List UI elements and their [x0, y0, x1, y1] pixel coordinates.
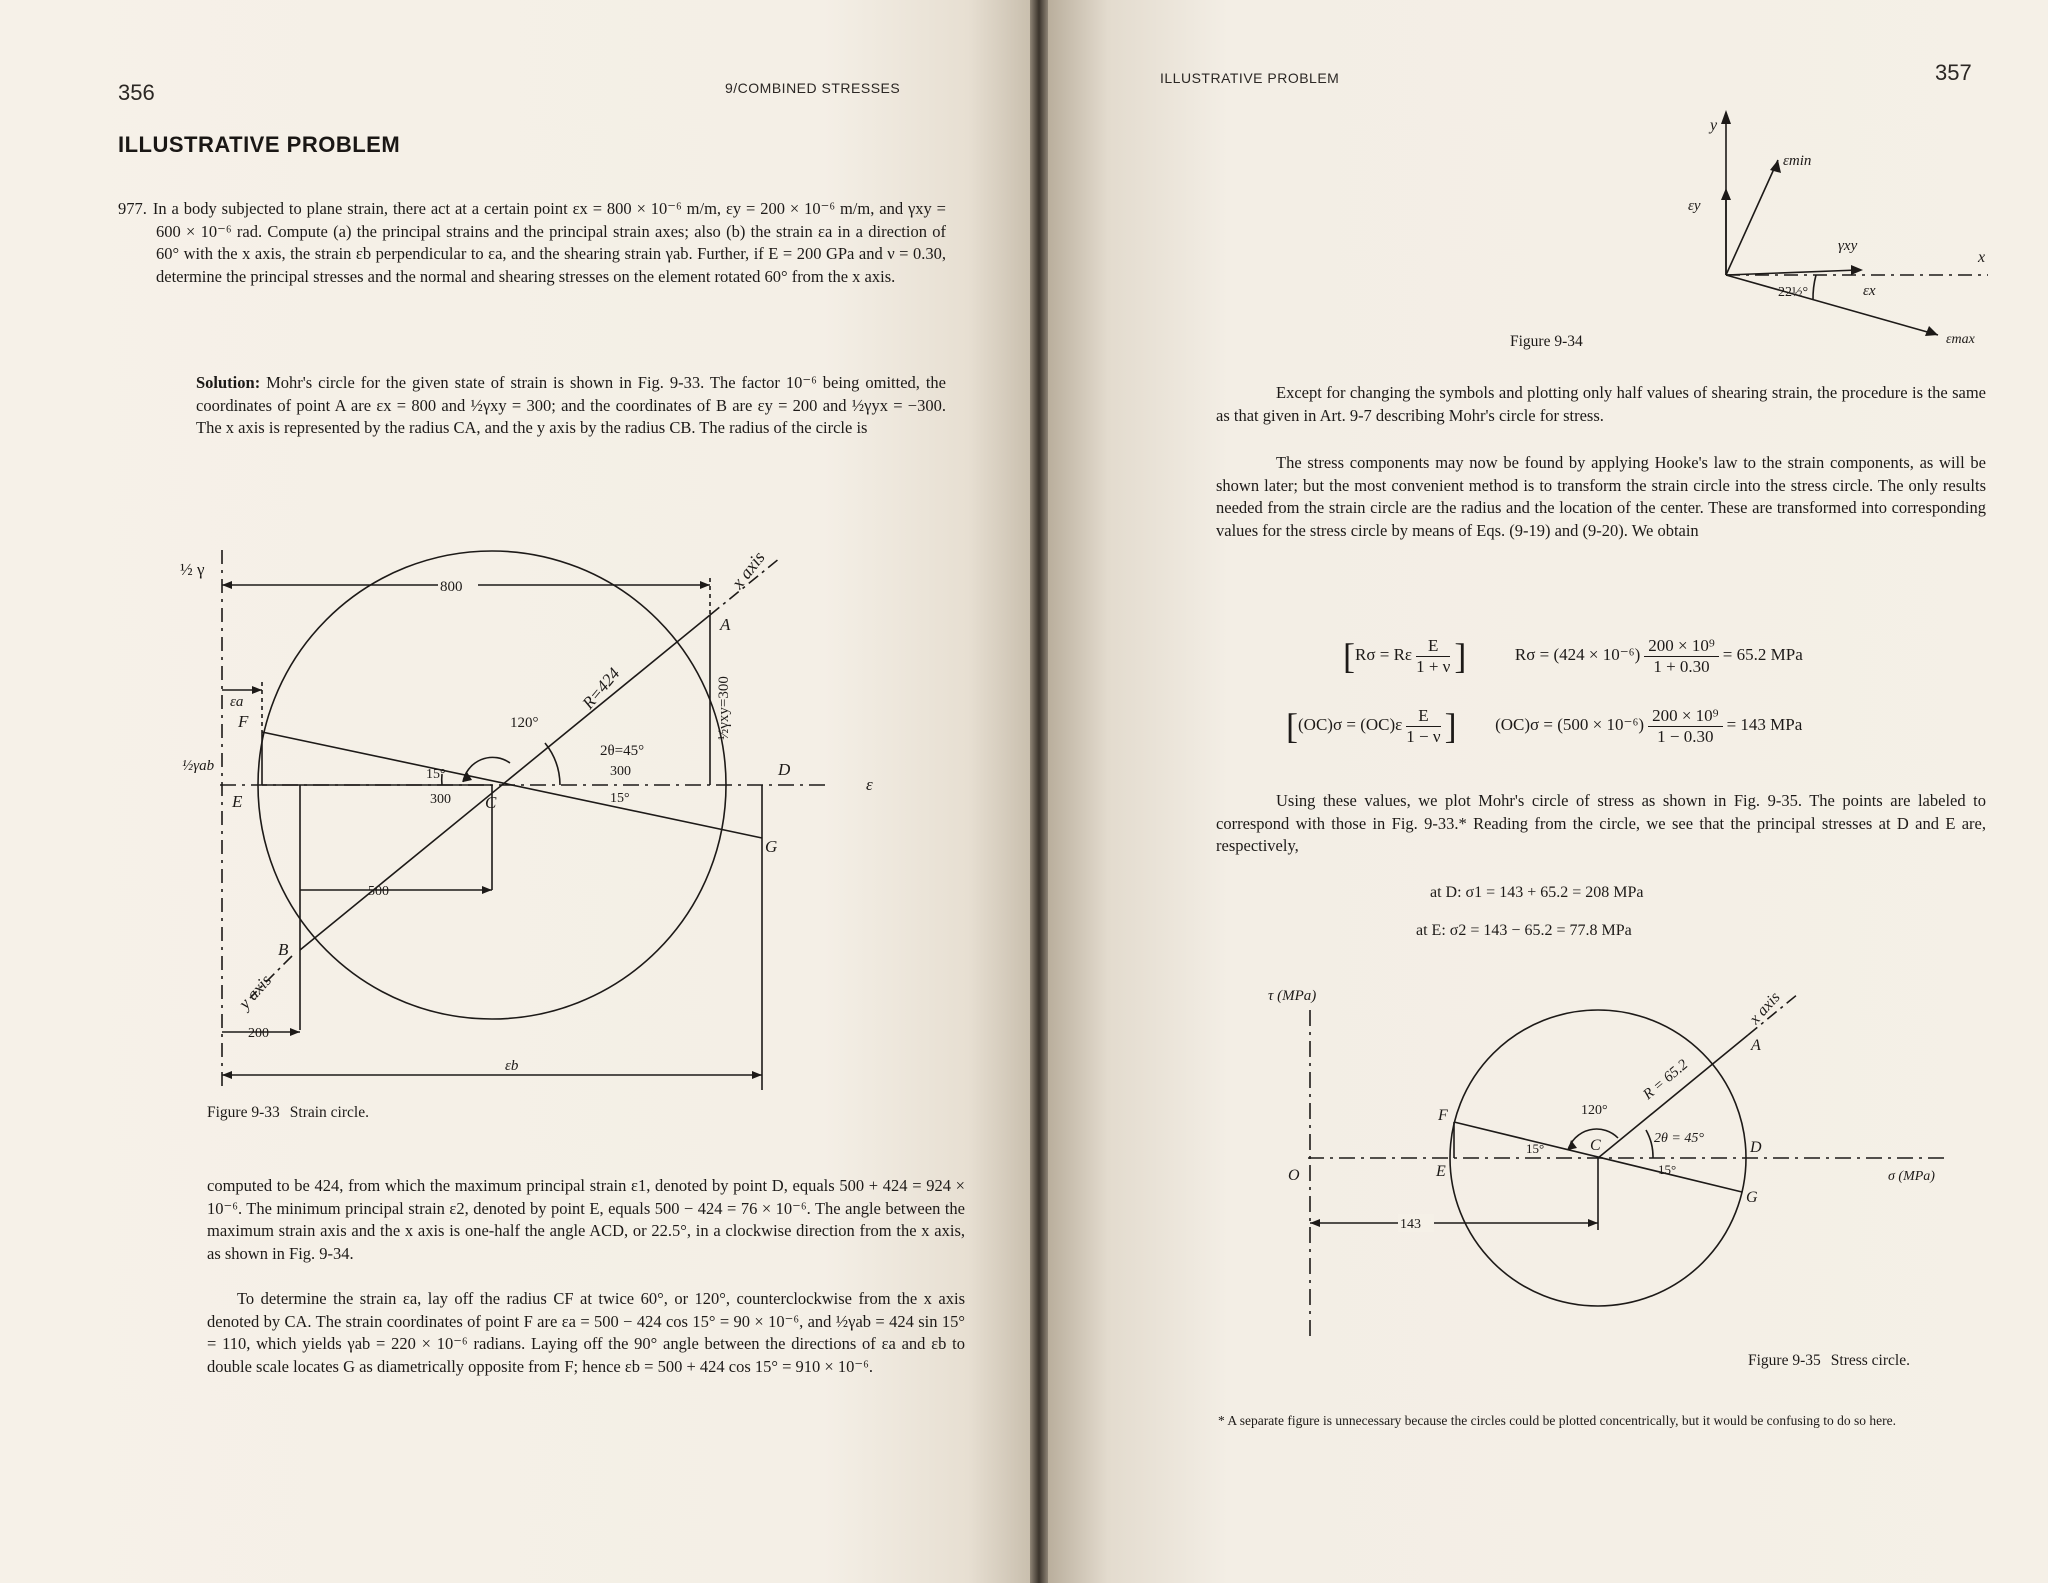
stress-circle-figure [1268, 980, 2028, 1360]
figure-33-caption [207, 1104, 369, 1122]
eps-a-label: εa [230, 694, 244, 710]
continuation-paragraph-2: To determine the strain εa, lay off the radius CF at twice 60°, or 120°, counterclockwise from the x axis denoted by CA. The strain coordinates of point F are εa = 500 − 424 cos 15° = 90 × 10⁻⁶, and ½γab = 424 sin 15° = 110, which yields γab = 220 × 10⁻⁶ radians. Laying off the 90° angle between the directions of εa and εb to double scale locates G as diametrically opposite from F; hence εb = 500 + 424 cos 15° = 910 × 10⁻⁶. [207, 1289, 965, 1376]
fig35-angle-15-right-label: 15° [1658, 1162, 1677, 1177]
page-number-right: 357 [1935, 60, 1972, 85]
fig35-angle-15-left-label: 15° [1526, 1141, 1545, 1156]
dim-500-label: 500 [368, 884, 389, 899]
right-paragraph-1: Except for changing the symbols and plotting only half values of shearing strain, the procedure is the same as that given in Art. 9-7 describing Mohr's circle for stress. [1216, 383, 1986, 425]
fig35-point-a-label: A [1751, 1037, 1761, 1054]
fig34-eps-min-label: εmin [1783, 153, 1812, 169]
dim-200-label: 200 [248, 1026, 269, 1041]
half-gamma-300-label: ½γxy=300 [716, 676, 732, 740]
section-title: ILLUSTRATIVE PROBLEM [118, 132, 401, 157]
fig35-angle-2theta-label: 2θ = 45° [1654, 1131, 1704, 1146]
tau-axis-label: τ (MPa) [1268, 988, 1317, 1004]
point-a-label: A [720, 615, 731, 634]
eq2-lhs-den: 1 − ν [1406, 726, 1441, 746]
eq2-rhs-den: 1 − 0.30 [1657, 726, 1714, 746]
half-gamma-label: ½ γ [180, 560, 205, 579]
figure-33-title: Strain circle. [289, 1104, 369, 1121]
solution-text: Mohr's circle for the given state of strain is shown in Fig. 9-33. The factor 10⁻⁶ being omitted, the coordinates of point A are εx = 800 and ½γxy = 300; and the coordinates of B are εy = 200 and ½γyx = −300. The x axis is represented by the radius CA, and the y axis by the radius CB. The radius of the circle is [196, 373, 947, 438]
eq1-rhs-a: Rσ = (424 × 10⁻⁶) [1514, 644, 1641, 664]
result-e: at E: σ2 = 143 − 65.2 = 77.8 MPa [1416, 922, 1632, 939]
problem-number: 977. [118, 199, 147, 218]
equation-center: [(OC)σ = (OC)ε $\frac{E}{1 - \nu}$ ] (OC)σ = (500 × 10⁻⁶) $\frac{\text{200 × 10⁹}}{1 - 0.30}$ = 143 MPa [1286, 705, 1803, 746]
right-page [1048, 0, 2048, 1583]
figure-35-caption [1748, 1352, 1910, 1370]
page-number: 356 [118, 80, 155, 105]
origin-label: O [1288, 1167, 1300, 1184]
point-d-label: D [778, 760, 791, 779]
eq1-lhs-num: E [1416, 636, 1450, 657]
angle-2theta-label: 2θ=45° [600, 743, 645, 759]
solution-label: Solution: [196, 373, 261, 392]
figure-33-number: Figure 9-33 [207, 1104, 280, 1121]
fig35-radius-label: R = 65.2 [1640, 1056, 1692, 1104]
angle-15-left-label: 15° [426, 767, 446, 782]
dim-300-left-label: 300 [430, 792, 451, 807]
fig34-angle-label: 22½° [1778, 285, 1809, 300]
fig35-point-e-label: E [1436, 1163, 1446, 1180]
book-gutter [1030, 0, 1048, 1583]
angle-15-right-label: 15° [610, 791, 630, 806]
angle-120-label: 120° [510, 715, 539, 731]
eq2-rhs-num: 200 × 10⁹ [1648, 706, 1723, 727]
dim-300-right-label: 300 [610, 764, 631, 779]
fig35-point-g-label: G [1746, 1189, 1758, 1206]
problem-statement [118, 198, 946, 288]
running-head: 9/COMBINED STRESSES [725, 80, 901, 96]
continuation-paragraph-1: computed to be 424, from which the maximum principal strain ε1, denoted by point D, equals 500 + 424 = 924 × 10⁻⁶. The minimum principal strain ε2, denoted by point E, equals 500 − 424 = 76 × 10⁻⁶. The angle between the maximum strain axis and the x axis is one-half the angle ACD, or 22.5°, in a clockwise direction from the x axis, as shown in Fig. 9-34. [207, 1176, 965, 1263]
strain-circle-figure [180, 530, 873, 1100]
footnote: * A separate figure is unnecessary because the circles could be plotted concentrically, but it would be confusing to do so here. [1218, 1413, 1897, 1428]
x-axis-label: x axis [727, 547, 769, 593]
epsilon-axis-label: ε [866, 775, 873, 794]
principal-strain-axes-figure [1648, 100, 2008, 350]
figure-35-number: Figure 9-35 [1748, 1352, 1821, 1369]
fig35-angle-120-label: 120° [1581, 1103, 1608, 1118]
sigma-axis-label: σ (MPa) [1888, 1169, 1935, 1184]
fig35-x-axis-label: x axis [1746, 988, 1784, 1028]
fig34-y-label: y [1710, 117, 1718, 134]
right-paragraph-2: The stress components may now be found by applying Hooke's law to the strain components, as will be shown later; but the most convenient method is to transform the strain circle into the stress circle. The only results needed from the strain circle are the radius and the location of the center. These are transformed into corresponding values for the stress circle by means of Eqs. (9-19) and (9-20). We obtain [1216, 453, 1986, 540]
point-g-label: G [765, 837, 778, 856]
equation-radius: [Rσ = Rε $\frac{E}{1 + \nu}$ ] Rσ = (424 × 10⁻⁶) $\frac{\text{200 × 10⁹}}{1 + 0.30}$ = 65.2 MPa [1343, 635, 1803, 676]
right-paragraph-3: Using these values, we plot Mohr's circle of stress as shown in Fig. 9-35. The points are labeled to correspond with those in Fig. 9-33.* Reading from the circle, we see that the principal stresses at D and E are, respectively, [1216, 791, 1986, 856]
half-gamma-ab-label: ½γab [182, 758, 215, 774]
eq2-rhs-a: (OC)σ = (500 × 10⁻⁶) [1495, 714, 1645, 734]
eq1-lhs: Rσ = Rε [1355, 644, 1413, 664]
eps-b-label: εb [505, 1058, 519, 1074]
eq1-rhs-den: 1 + 0.30 [1653, 656, 1710, 676]
fig34-eps-x-label: εx [1863, 283, 1876, 299]
result-d: at D: σ1 = 143 + 65.2 = 208 MPa [1430, 884, 1644, 901]
eq2-lhs-num: E [1406, 706, 1440, 727]
dim-143-label: 143 [1400, 1217, 1421, 1232]
fig34-eps-y-label: εy [1688, 198, 1701, 214]
dim-800-label: 800 [440, 579, 463, 595]
fig34-gamma-xy-label: γxy [1838, 238, 1858, 254]
figure-35-title: Stress circle. [1830, 1352, 1910, 1369]
eq2-lhs: (OC)σ = (OC)ε [1298, 714, 1403, 734]
radius-label: R=424 [578, 664, 624, 713]
fig35-point-c-label: C [1590, 1137, 1601, 1154]
problem-text: In a body subjected to plane strain, there act at a certain point εx = 800 × 10⁻⁶ m/m, εy = 200 × 10⁻⁶ m/m, and γxy = 600 × 10⁻⁶ rad. Compute (a) the principal strains and the principal strain axes; also (b) the strain εa in a direction of 60° with the x axis, the strain εb perpendicular to εa, and the shearing strain γab. Further, if E = 200 GPa and ν = 0.30, determine the principal stresses and the normal and shearing stresses on the element rotated 60° from the x axis. [152, 199, 946, 286]
point-f-label: F [238, 712, 249, 731]
eq1-lhs-den: 1 + ν [1416, 656, 1451, 676]
solution-paragraph [196, 372, 946, 440]
fig35-point-d-label: D [1750, 1139, 1762, 1156]
running-head-right: ILLUSTRATIVE PROBLEM [1160, 70, 1340, 86]
point-b-label: B [278, 940, 289, 959]
point-c-label: C [485, 793, 497, 812]
point-e-label: E [232, 792, 243, 811]
y-axis-label: y axis [234, 970, 276, 1013]
eq1-rhs-b: = 65.2 MPa [1722, 644, 1803, 664]
figure-34-caption: Figure 9-34 [1510, 333, 1583, 350]
eq1-rhs-num: 200 × 10⁹ [1644, 636, 1719, 657]
fig34-eps-max-label: εmax [1946, 332, 1975, 347]
eq2-rhs-b: = 143 MPa [1726, 714, 1803, 734]
fig34-x-label: x [1978, 249, 1986, 266]
fig35-point-f-label: F [1438, 1107, 1448, 1124]
